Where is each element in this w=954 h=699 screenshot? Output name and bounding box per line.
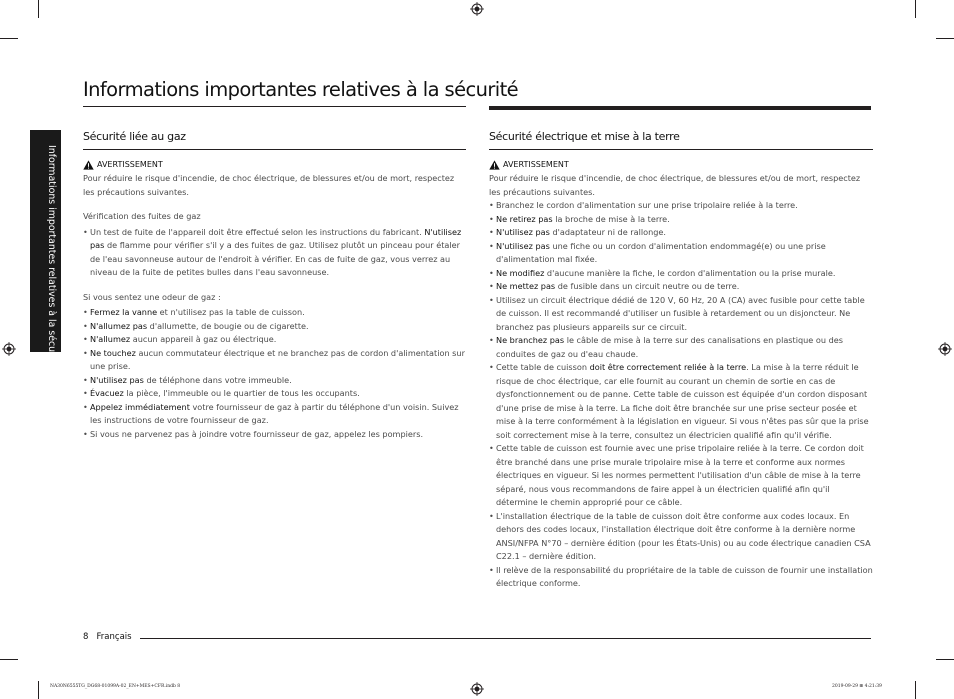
list-item: • Cette table de cuisson est fournie avec une prise tripolaire reliée à la terre. Ce cordon doit être branché dans une prise murale tripolaire mise à la terre et conforme aux normes électriques en vigueur. Si les normes permettent l'utilisation d'un câble de mise à la terre séparé, nous vous recommandons de faire appel à un électricien qualifié afin qu'il détermine le chemin approprié pour ce câble. [489,442,873,510]
list-item: • Appelez immédiatement votre fournisseur de gaz à partir du téléphone d'un voisin. Suivez les instructions de votre fournisseur de gaz. [83,401,466,428]
list-item: • Ne retirez pas la broche de mise à la terre. [489,213,873,227]
bullet-list [489,199,873,591]
list-item: • Ne mettez pas de fusible dans un circuit neutre ou de terre. [489,280,873,294]
crop-mark [38,0,39,18]
page-number: 8 Français [83,632,132,642]
page-title: Informations importantes relatives à la sécurité [83,78,519,101]
subheading: Si vous sentez une odeur de gaz : [83,291,221,302]
crop-mark [0,659,18,660]
list-item: • Ne touchez aucun commutateur électrique et ne branchez pas de cordon d'alimentation sur une prise. [83,347,466,374]
bullet-list [83,306,466,441]
list-item: • Ne modifiez d'aucune manière la fiche, le cordon d'alimentation ou la prise murale. [489,267,873,281]
crop-mark [915,0,916,18]
title-rule-thick [489,106,871,110]
warning-label [83,158,466,171]
crop-mark [936,659,954,660]
list-item: • Si vous ne parvenez pas à joindre votre fournisseur de gaz, appelez les pompiers. [83,428,466,442]
section-heading: Sécurité liée au gaz [83,128,466,150]
bullet-list [83,226,466,280]
print-slug-right: 2019-09-29 ⊞ 4:21:39 [832,684,882,689]
list-item: • N'utilisez pas une fiche ou un cordon d'alimentation endommagé(e) ou une prise d'alimentation mal fixée. [489,240,873,267]
list-item: • Fermez la vanne et n'utilisez pas la table de cuisson. [83,306,466,320]
list-item: • L'installation électrique de la table de cuisson doit être conforme aux codes locaux. En dehors des codes locaux, l'installation électrique doit être conforme à la dernière norme ANSI/NFPA N°70 – dernière édition (pour les États-Unis) ou au code électrique canadien CSA C22.1 – dernière édition. [489,510,873,564]
registration-mark-icon [470,682,484,696]
list-item: • N'allumez aucun appareil à gaz ou électrique. [83,333,466,347]
list-item: • Branchez le cordon d'alimentation sur une prise tripolaire reliée à la terre. [489,199,873,213]
list-item: • Évacuez la pièce, l'immeuble ou le quartier de tous les occupants. [83,387,466,401]
registration-mark-icon [938,342,952,356]
right-column [489,128,873,591]
list-item: • Utilisez un circuit électrique dédié de 120 V, 60 Hz, 20 A (CA) avec fusible pour cette table de cuisson. Il est recommandé d'utiliser un fusible à retardement ou un disjoncteur. Ne branchez pas plusieurs appareils sur ce circuit. [489,294,873,335]
title-rule [83,106,466,107]
warning-label [489,158,873,171]
registration-mark-icon [470,2,484,16]
print-slug-left: NA30N6555TG_DG68-01099A-02_EN+MES+CFR.indb 8 [50,684,181,689]
intro-paragraph: Pour réduire le risque d'incendie, de choc électrique, de blessures et/ou de mort, respectez les précautions suivantes. [489,173,861,197]
warning-triangle-icon [83,160,94,170]
list-item: • N'utilisez pas d'adaptateur ni de rallonge. [489,226,873,240]
crop-mark [0,38,18,39]
section-heading: Sécurité électrique et mise à la terre [489,128,873,150]
warning-triangle-icon [489,160,500,170]
list-item: • N'allumez pas d'allumette, de bougie ou de cigarette. [83,320,466,334]
warning-text: AVERTISSEMENT [503,159,569,169]
subheading: Vérification des fuites de gaz [83,211,201,221]
list-item: • N'utilisez pas de téléphone dans votre immeuble. [83,374,466,388]
registration-mark-icon [2,342,16,356]
chapter-side-tab-label: Informations importantes relatives à la sécurité [46,145,57,369]
crop-mark [38,681,39,699]
list-item: • Cette table de cuisson doit être correctement reliée à la terre. La mise à la terre réduit le risque de choc électrique, car elle fournit au courant un chemin de sortie en cas de dysfonctionnement ou de panne. Cette table de cuisson est équipée d'un cordon disposant d'une prise de mise à la terre. La fiche doit être branchée sur une prise secteur posée et mise à la terre conformément à la législation en vigueur. Si vous n'êtes pas sûr que la prise soit correctement mise à la terre, consultez un électricien qualifié afin qu'il vérifie. [489,361,873,442]
list-item: • Il relève de la responsabilité du propriétaire de la table de cuisson de fournir une installation électrique conforme. [489,564,873,591]
list-item: • Un test de fuite de l'appareil doit être effectué selon les instructions du fabricant. N'utilisez pas de flamme pour vérifier s'il y a des fuites de gaz. Utilisez plutôt un pinceau pour étaler de l'eau savonneuse autour de l'endroit à vérifier. En cas de fuite de gaz, vous verrez au niveau de la fuite de petites bulles dans l'eau savonneuse. [83,226,466,280]
footer-rule [140,638,871,639]
crop-mark [915,681,916,699]
warning-text: AVERTISSEMENT [97,159,163,169]
left-column [83,128,466,441]
intro-paragraph: Pour réduire le risque d'incendie, de choc électrique, de blessures et/ou de mort, respectez les précautions suivantes. [83,173,455,197]
list-item: • Ne branchez pas le câble de mise à la terre sur des canalisations en plastique ou des conduites de gaz ou d'eau chaude. [489,334,873,361]
crop-mark [936,38,954,39]
